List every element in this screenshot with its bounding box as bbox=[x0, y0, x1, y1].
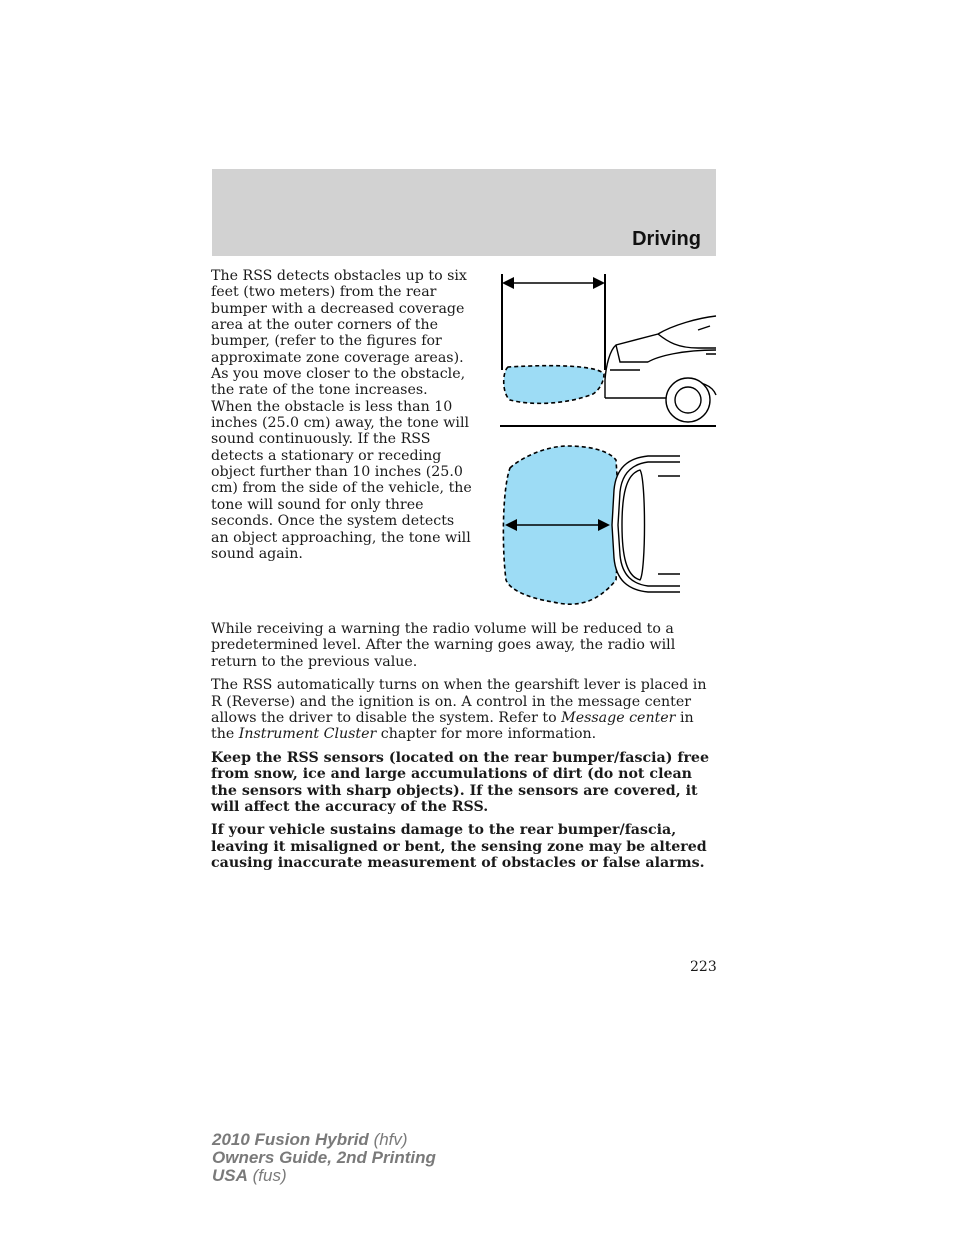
top-view-coverage-diagram bbox=[498, 440, 688, 610]
section-title: Driving bbox=[632, 228, 701, 250]
car-rear-top-view bbox=[612, 456, 680, 592]
rss-activation-paragraph: The RSS automatically turns on when the gearshift lever is placed in R (Reverse) and the ignition is on. A control in the message center allows the driver to disable the system. Refer to Message center in the Instrument Cluster chapter for more information. bbox=[211, 677, 707, 743]
message-center-reference: Message center bbox=[561, 710, 676, 727]
section-header bbox=[212, 169, 716, 256]
body-text bbox=[211, 621, 717, 879]
side-coverage-zone bbox=[504, 366, 604, 404]
side-view-coverage-diagram bbox=[498, 270, 718, 432]
document-footer: 2010 Fusion Hybrid (hfv) Owners Guide, 2nd Printing USA (fus) bbox=[212, 1130, 436, 1185]
car-rear-side-view bbox=[605, 316, 716, 422]
sensor-cleaning-warning: Keep the RSS sensors (located on the rear bumper/fascia) free from snow, ice and large accumulations of dirt (do not clean the sensors with sharp objects). If the sensors are covered, it will affect the accuracy of the RSS. bbox=[211, 749, 709, 816]
radio-volume-paragraph: While receiving a warning the radio volume will be reduced to a predetermined level. After the warning goes away, the radio will return to the previous value. bbox=[211, 621, 676, 670]
page-number: 223 bbox=[690, 959, 717, 975]
intro-paragraph: The RSS detects obstacles up to six feet (two meters) from the rear bumper with a decreased coverage area at the outer corners of the bumper, (refer to the figures for approximate zone coverage areas). As you move closer to the obstacle, the rate of the tone increases. When the obstacle is less than 10 inches (25.0 cm) away, the tone will sound continuously. If the RSS detects a stationary or receding object further than 10 inches (25.0 cm) from the side of the vehicle, the tone will sound for only three seconds. Once the system detects an object approaching, the tone will sound again. bbox=[211, 268, 472, 562]
bumper-damage-warning: If your vehicle sustains damage to the rear bumper/fascia, leaving it misaligned or bent, the sensing zone may be altered causing inaccurate measurement of obstacles or false alarms. bbox=[211, 822, 707, 872]
instrument-cluster-reference: Instrument Cluster bbox=[238, 726, 377, 743]
